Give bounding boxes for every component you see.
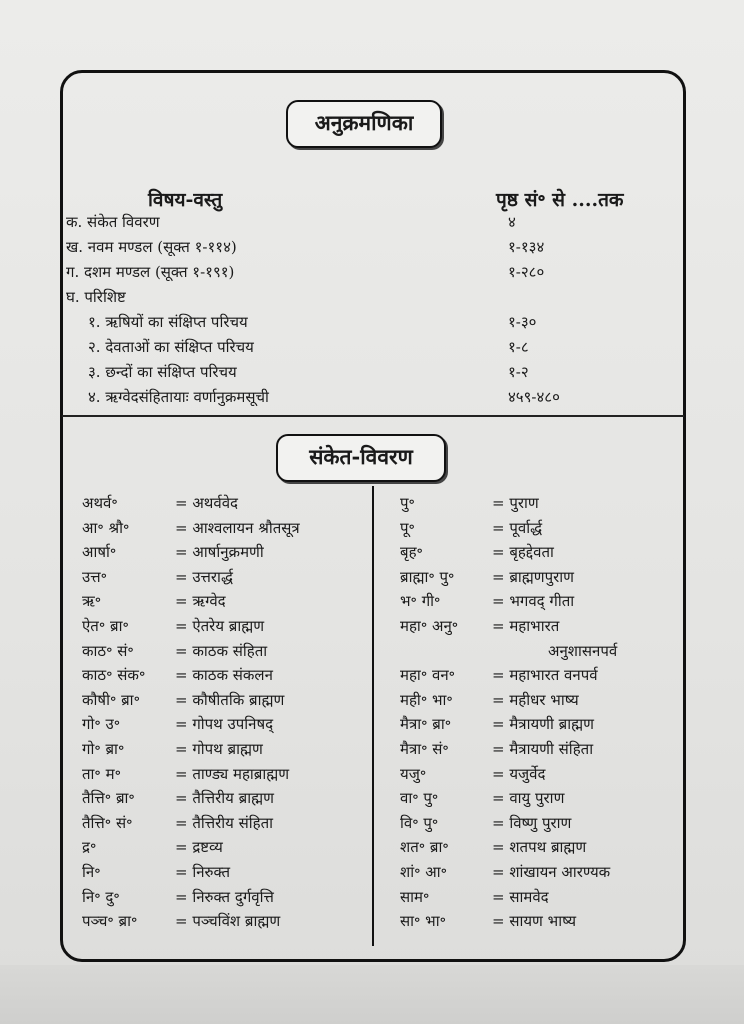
abbreviation: शत॰ ब्रा॰ xyxy=(400,838,449,857)
abbreviation-meaning: = बृहद्देवता xyxy=(492,543,554,562)
abbreviation-meaning: = ताण्ड्य महाब्राह्मण xyxy=(175,764,290,783)
toc-subject-header: विषय-वस्तु xyxy=(148,189,223,211)
abbreviation-row-left xyxy=(82,641,362,665)
abbreviation-meaning: = तैत्तिरीय संहिता xyxy=(175,813,274,832)
abbreviation: ऋ॰ xyxy=(82,592,102,611)
abbreviation-meaning: = काठक संहिता xyxy=(175,641,268,660)
abbreviation-meaning: = शतपथ ब्राह्मण xyxy=(492,838,587,857)
abbreviation: ऐत॰ ब्रा॰ xyxy=(82,617,129,635)
abbreviation-row-left xyxy=(82,616,362,640)
abbreviation-row-left xyxy=(82,837,362,861)
abbreviation: तैत्ति॰ सं॰ xyxy=(82,813,133,832)
abbreviation-meaning: = पञ्चविंश ब्राह्मण xyxy=(175,912,281,931)
abbreviation-row-left xyxy=(82,788,362,812)
abbreviation-row-right xyxy=(400,887,680,911)
abbreviation: उत्त॰ xyxy=(82,567,107,586)
abbreviation-meaning: = महाभारत xyxy=(492,617,560,635)
abbreviation-meaning: = आश्वलायन श्रौतसूत्र xyxy=(175,518,300,537)
toc-row xyxy=(66,262,666,287)
abbreviation-meaning: = शांखायन आरण्यक xyxy=(492,863,611,881)
abbreviation-row-right xyxy=(400,837,680,861)
toc-row xyxy=(66,237,666,262)
toc-row-label: ४. ऋग्वेदसंहितायाः वर्णानुक्रमसूची xyxy=(88,388,269,406)
abbreviation: द्र॰ xyxy=(82,838,97,857)
abbreviation: गो॰ ब्रा॰ xyxy=(82,740,125,758)
section-divider xyxy=(62,415,684,417)
abbreviation: नि॰ दु॰ xyxy=(82,887,120,906)
abbreviation-row-left xyxy=(82,567,362,591)
abbreviation: मही॰ भा॰ xyxy=(400,690,453,709)
toc-row-pages: १-८ xyxy=(508,338,529,356)
abbreviation: वि॰ पु॰ xyxy=(400,813,439,832)
toc-row-pages: ४५९-४८० xyxy=(508,388,560,406)
abbreviation-row-right xyxy=(400,641,680,665)
abbreviation-meaning: = भगवद् गीता xyxy=(492,592,575,611)
abbreviation-row-left xyxy=(82,911,362,935)
toc-title: अनुक्रमणिका xyxy=(286,100,442,148)
toc-row-pages: ४ xyxy=(508,213,516,231)
abbreviation: तैत्ति॰ ब्रा॰ xyxy=(82,789,135,808)
toc-row xyxy=(66,212,666,237)
abbreviation-meaning: = तैत्तिरीय ब्राह्मण xyxy=(175,789,274,808)
abbreviations-title: संकेत-विवरण xyxy=(276,434,446,482)
abbreviation-row-right xyxy=(400,714,680,738)
toc-row xyxy=(66,337,666,362)
toc-row-label: ग. दशम मण्डल (सूक्त १-१९१) xyxy=(66,263,235,281)
abbreviation-meaning: = ऋग्वेद xyxy=(175,592,226,611)
abbreviation-row-left xyxy=(82,764,362,788)
toc-row-label: २. देवताओं का संक्षिप्त परिचय xyxy=(88,338,254,356)
toc-row-pages: १-२८० xyxy=(508,263,545,281)
abbreviation-meaning: = वायु पुराण xyxy=(492,789,565,808)
toc-row xyxy=(66,312,666,337)
abbreviation-meaning: = अथर्ववेद xyxy=(175,494,239,512)
abbreviation: महा॰ अनु॰ xyxy=(400,617,459,635)
abbreviation-meaning: = यजुर्वेद xyxy=(492,764,546,783)
abbreviation: अथर्व॰ xyxy=(82,494,118,512)
toc-row xyxy=(66,387,666,412)
toc-row xyxy=(66,287,666,312)
abbreviation-row-right xyxy=(400,813,680,837)
toc-row xyxy=(66,362,666,387)
abbreviation-meaning: = ऐतरेय ब्राह्मण xyxy=(175,617,265,635)
abbreviation: पु॰ xyxy=(400,494,415,512)
abbreviation-meaning: = निरुक्त दुर्गवृत्ति xyxy=(175,887,274,906)
abbreviation: पञ्च॰ ब्रा॰ xyxy=(82,912,138,931)
abbreviation-row-right xyxy=(400,616,680,640)
abbreviation-row-left xyxy=(82,518,362,542)
column-divider xyxy=(372,486,374,946)
abbreviation-row-right xyxy=(400,690,680,714)
abbreviation: मैत्रा॰ ब्रा॰ xyxy=(400,715,452,734)
abbreviation-meaning: = गोपथ उपनिषद् xyxy=(175,715,274,734)
abbreviation-row-left xyxy=(82,887,362,911)
abbreviation-row-left xyxy=(82,690,362,714)
abbreviation-meaning: = पुराण xyxy=(492,494,539,512)
abbreviation: शां॰ आ॰ xyxy=(400,863,447,881)
toc-pages-header: पृष्ठ सं॰ से ....तक xyxy=(496,189,624,211)
abbreviation: महा॰ वन॰ xyxy=(400,666,456,685)
abbreviation: आर्षा॰ xyxy=(82,543,117,562)
abbreviation-row-left xyxy=(82,591,362,615)
abbreviation-meaning: = मैत्रायणी संहिता xyxy=(492,740,594,758)
abbreviation: गो॰ उ॰ xyxy=(82,715,121,734)
abbreviation-meaning: = गोपथ ब्राह्मण xyxy=(175,740,263,758)
abbreviation: ता॰ म॰ xyxy=(82,764,121,783)
abbreviation-row-right xyxy=(400,911,680,935)
abbreviation: वा॰ पु॰ xyxy=(400,789,439,808)
abbreviation-row-left xyxy=(82,665,362,689)
toc-row-label: ३. छन्दों का संक्षिप्त परिचय xyxy=(88,363,237,381)
abbreviation-row-left xyxy=(82,493,362,517)
toc-row-pages: १-३० xyxy=(508,313,537,331)
abbreviation-row-left xyxy=(82,739,362,763)
abbreviation-meaning: = महाभारत वनपर्व xyxy=(492,666,598,685)
abbreviation: काठ॰ संक॰ xyxy=(82,666,146,685)
abbreviation-meaning: = कौषीतकि ब्राह्मण xyxy=(175,690,285,709)
abbreviation-row-right xyxy=(400,518,680,542)
toc-row-label: क. संकेत विवरण xyxy=(66,213,160,231)
abbreviation-row-right xyxy=(400,591,680,615)
abbreviation-row-right xyxy=(400,739,680,763)
abbreviation-meaning: = आर्षानुक्रमणी xyxy=(175,543,264,562)
abbreviation-meaning: = ब्राह्मणपुराण xyxy=(492,567,575,586)
abbreviation-meaning: = विष्णु पुराण xyxy=(492,813,572,832)
abbreviation-meaning: = महीधर भाष्य xyxy=(492,690,579,709)
toc-row-label: घ. परिशिष्ट xyxy=(66,288,126,306)
abbreviation-row-right xyxy=(400,665,680,689)
abbreviation: ब्राह्मा॰ पु॰ xyxy=(400,567,455,586)
abbreviation: नि॰ xyxy=(82,863,101,881)
abbreviation: बृह॰ xyxy=(400,543,423,562)
abbreviation-meaning: = सायण भाष्य xyxy=(492,912,577,931)
abbreviation: भ॰ गी॰ xyxy=(400,592,441,611)
abbreviation: आ॰ श्रौ॰ xyxy=(82,518,130,537)
abbreviation: पू॰ xyxy=(400,518,415,537)
abbreviation-row-right xyxy=(400,862,680,886)
abbreviation-row-right xyxy=(400,788,680,812)
abbreviation-meaning: = मैत्रायणी ब्राह्मण xyxy=(492,715,594,734)
abbreviation-row-left xyxy=(82,862,362,886)
abbreviation-row-left xyxy=(82,813,362,837)
abbreviation-meaning: = द्रष्टव्य xyxy=(175,838,223,857)
abbreviation: सा॰ भा॰ xyxy=(400,912,447,931)
abbreviation-row-right xyxy=(400,764,680,788)
abbreviation: कौषी॰ ब्रा॰ xyxy=(82,690,140,709)
abbreviation-meaning: = पूर्वार्द्ध xyxy=(492,518,543,537)
abbreviation-meaning: = उत्तरार्द्ध xyxy=(175,567,233,586)
abbreviation-row-left xyxy=(82,714,362,738)
abbreviation: साम॰ xyxy=(400,887,430,906)
abbreviation-meaning: अनुशासनपर्व xyxy=(548,641,618,660)
abbreviation-row-right xyxy=(400,542,680,566)
abbreviation-row-right xyxy=(400,493,680,517)
abbreviation: काठ॰ सं॰ xyxy=(82,641,134,660)
toc-row-pages: १-२ xyxy=(508,363,529,381)
toc-row-label: १. ऋषियों का संक्षिप्त परिचय xyxy=(88,313,248,331)
abbreviation: मैत्रा॰ सं॰ xyxy=(400,740,449,758)
abbreviation-meaning: = काठक संकलन xyxy=(175,666,273,685)
abbreviation-meaning: = निरुक्त xyxy=(175,863,231,881)
page-bottom-margin xyxy=(0,965,744,1024)
toc-row-pages: १-१३४ xyxy=(508,238,545,256)
abbreviation-row-left xyxy=(82,542,362,566)
abbreviation: यजु॰ xyxy=(400,764,427,783)
abbreviation-row-right xyxy=(400,567,680,591)
abbreviation-meaning: = सामवेद xyxy=(492,887,549,906)
toc-row-label: ख. नवम मण्डल (सूक्त १-११४) xyxy=(66,238,237,256)
